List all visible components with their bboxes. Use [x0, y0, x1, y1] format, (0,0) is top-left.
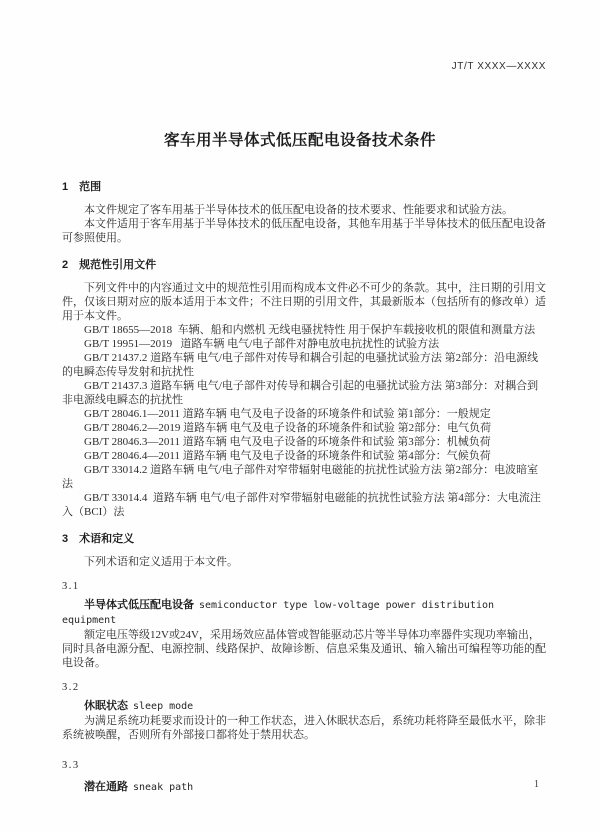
- reference-item: GB/T 18655—2018 车辆、船和内燃机 无线电骚扰特性 用于保护车载接收机的限值和测量方法: [84, 324, 536, 336]
- term-definition: 额定电压等级12V或24V，采用场效应晶体管或智能驱动芯片等半导体功率器件实现功率输出，同时具备电源分配、电源控制、线路保护、故障诊断、信息采集及通讯、输入输出可编程等功能的配电设备。: [62, 629, 546, 669]
- reference-item: GB/T 28046.1—2011 道路车辆 电气及电子设备的环境条件和试验 第1部分：一般规定: [84, 408, 491, 420]
- reference-item: GB/T 28046.3—2011 道路车辆 电气及电子设备的环境条件和试验 第3部分：机械负荷: [84, 436, 491, 448]
- term-block-3-1: [62, 580, 546, 670]
- reference-item: GB/T 21437.3 道路车辆 电气/电子部件对传导和耦合引起的电骚扰试验方法 第3部分：对耦合到非电源线电瞬态的抗扰性: [62, 380, 539, 406]
- scope-paragraph-2: 本文件适用于客车用基于半导体技术的低压配电设备，其他车用基于半导体技术的低压配电设备可参照使用。: [62, 218, 546, 244]
- term-name-zh: 潜在通路: [84, 781, 128, 793]
- section-1-title: 范围: [79, 181, 102, 193]
- term-name-en: semiconductor type low-voltage power distribution equipment: [62, 600, 495, 626]
- document-code-header: JT/T XXXX—XXXX: [451, 61, 546, 72]
- document-body: [62, 176, 546, 795]
- reference-item: GB/T 28046.2—2019 道路车辆 电气及电子设备的环境条件和试验 第2部分：电气负荷: [84, 422, 492, 434]
- term-number: 3.2: [62, 682, 80, 693]
- section-3-heading: [62, 532, 546, 546]
- reference-item: GB/T 19951—2019 道路车辆 电气/电子部件对静电放电抗扰性的试验方法: [84, 338, 440, 350]
- term-number: 3.3: [62, 760, 80, 771]
- section-1-heading: [62, 180, 546, 194]
- section-2-title: 规范性引用文件: [79, 259, 157, 271]
- section-2-heading: [62, 258, 546, 272]
- document-title: 客车用半导体式低压配电设备技术条件: [163, 132, 436, 149]
- term-definition: 为满足系统功耗要求而设计的一种工作状态，进入休眠状态后，系统功耗将降至最低水平，除非系统被唤醒，否则所有外部接口都将处于禁用状态。: [62, 715, 546, 741]
- term-name-zh: 休眠状态: [84, 700, 128, 712]
- reference-item: GB/T 28046.4—2011 道路车辆 电气及电子设备的环境条件和试验 第4部分：气候负荷: [84, 450, 491, 462]
- reference-item: GB/T 21437.2 道路车辆 电气/电子部件对传导和耦合引起的电骚扰试验方法 第2部分：沿电源线的电瞬态传导发射和抗扰性: [62, 352, 539, 378]
- reference-item: GB/T 33014.4 道路车辆 电气/电子部件对窄带辐射电磁能的抗扰性试验方法 第4部分：大电流注入（BCI）法: [62, 492, 541, 518]
- section-3-number: 3: [62, 533, 69, 545]
- term-block-3-2: [62, 681, 546, 742]
- section-2-number: 2: [62, 259, 69, 271]
- term-name-zh: 半导体式低压配电设备: [84, 599, 194, 611]
- term-block-3-3: [62, 759, 546, 795]
- terms-intro: 下列术语和定义适用于本文件。: [84, 556, 238, 568]
- reference-item: GB/T 33014.2 道路车辆 电气/电子部件对窄带辐射电磁能的抗扰性试验方法 第2部分：电波暗室法: [62, 464, 539, 490]
- term-name-line: [62, 780, 546, 795]
- term-name-en: sneak path: [133, 782, 194, 793]
- term-name-line: [62, 699, 546, 714]
- section-3-title: 术语和定义: [79, 533, 135, 545]
- section-1-number: 1: [62, 181, 69, 193]
- term-name-line: [62, 598, 546, 628]
- term-name-en: sleep mode: [133, 701, 194, 712]
- scope-paragraph-1: 本文件规定了客车用基于半导体技术的低压配电设备的技术要求、性能要求和试验方法。: [84, 204, 513, 216]
- normative-references-intro: 下列文件中的内容通过文中的规范性引用而构成本文件必不可少的条款。其中，注日期的引用文件，仅该日期对应的版本适用于本文件；不注日期的引用文件，其最新版本（包括所有的修改单）适用于本文件。: [62, 282, 546, 322]
- term-number: 3.1: [62, 581, 80, 592]
- page-number: 1: [534, 779, 539, 790]
